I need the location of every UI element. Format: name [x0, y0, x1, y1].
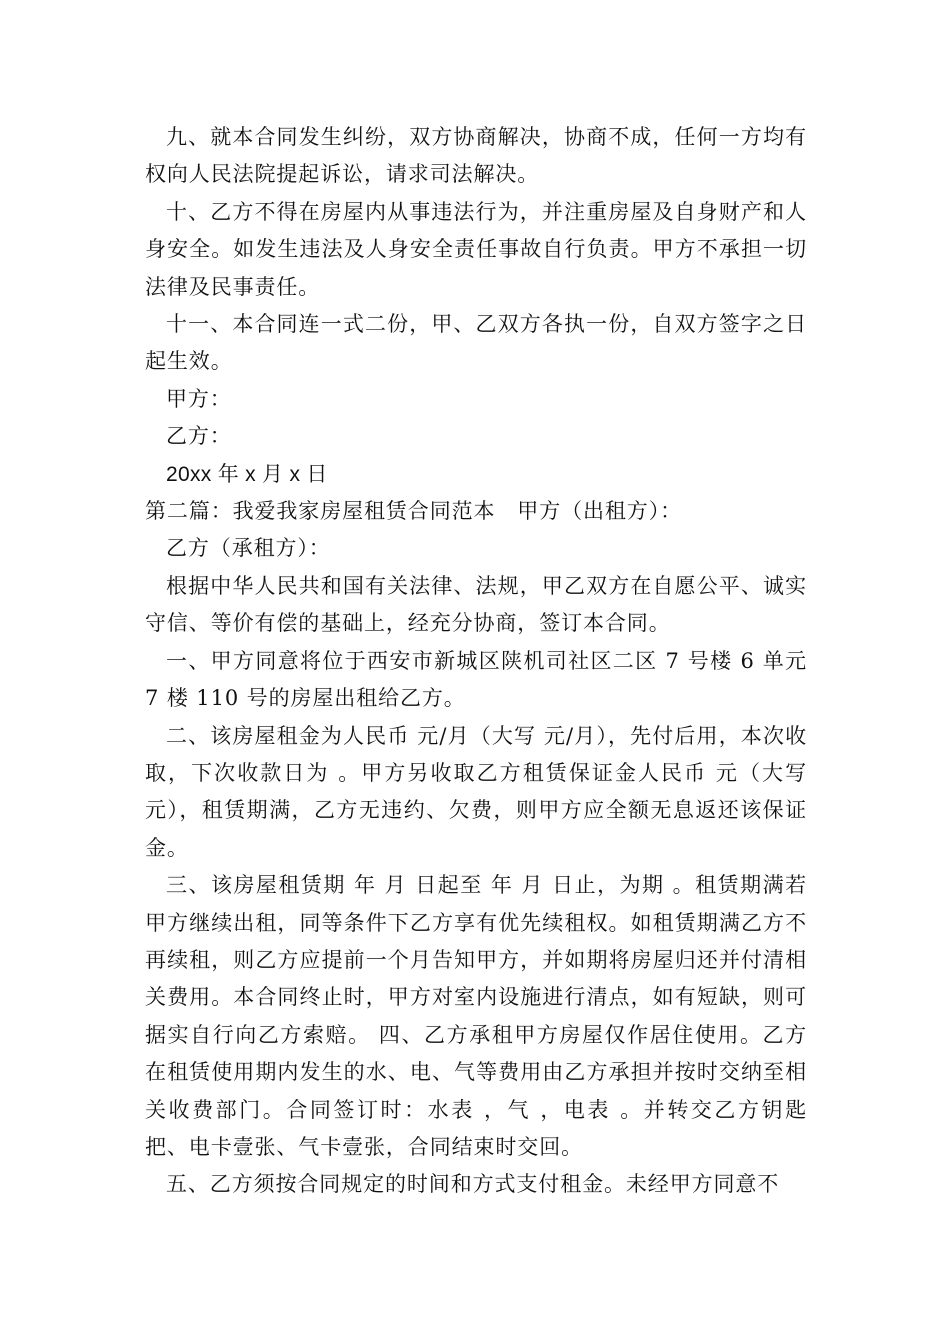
clause-5-paragraph: 五、乙方须按合同规定的时间和方式支付租金。未经甲方同意不	[166, 1172, 780, 1197]
second-contract-title: 第二篇：我爱我家房屋租赁合同范本 甲方（出租方）：	[145, 499, 682, 524]
clause-3-4-paragraph: 三、该房屋租赁期 年 月 日起至 年 月 日止，为期 。租赁期满若甲方继续出租，同等条件下乙方享有优先续租权。如租赁期满乙方不再续租，则乙方应提前一个月告知甲方，并如期将房屋归还并付清相关费用。本合同终止时，甲方对室内设施进行清点，如有短缺，则可据实自行向乙方索赔。 四、乙方承租甲方房屋仅作居住使用。乙方在租赁使用期内发生的水、电、气等费用由乙方承担并按时交纳至相关收费部门。合同签订时：水表 ，气 ，电表 。并转交乙方钥匙 把、电卡壹张、气卡壹张，合同结束时交回。	[145, 873, 807, 1159]
clause-1-paragraph: 一、甲方同意将位于西安市新城区陕机司社区二区 7 号楼 6 单元 7 楼 110 号的房屋出租给乙方。	[145, 648, 807, 711]
signing-date: 20xx 年 x 月 x 日	[166, 462, 328, 486]
document-body	[145, 119, 807, 1204]
party-b-signature-line: 乙方：	[166, 424, 232, 449]
clause-10-paragraph: 十、乙方不得在房屋内从事违法行为，并注重房屋及自身财产和人身安全。如发生违法及人身安全责任事故自行负责。甲方不承担一切法律及民事责任。	[145, 199, 807, 299]
lessee-line: 乙方（承租方）：	[166, 536, 331, 561]
clause-2-paragraph: 二、该房屋租金为人民币 元/月（大写 元/月），先付后用，本次收取，下次收款日为 。甲方另收取乙方租赁保证金人民币 元（大写 元），租赁期满，乙方无违约、欠费，则甲方应全额无息返还该保证金。	[145, 723, 807, 860]
preamble-paragraph: 根据中华人民共和国有关法律、法规，甲乙双方在自愿公平、诚实守信、等价有偿的基础上，经充分协商，签订本合同。	[145, 573, 807, 636]
clause-11-paragraph: 十一、本合同连一式二份，甲、乙双方各执一份，自双方签字之日起生效。	[145, 312, 807, 374]
clause-9-paragraph: 九、就本合同发生纠纷，双方协商解决，协商不成，任何一方均有权向人民法院提起诉讼，请求司法解决。	[145, 125, 807, 187]
party-a-signature-line: 甲方：	[166, 386, 232, 411]
